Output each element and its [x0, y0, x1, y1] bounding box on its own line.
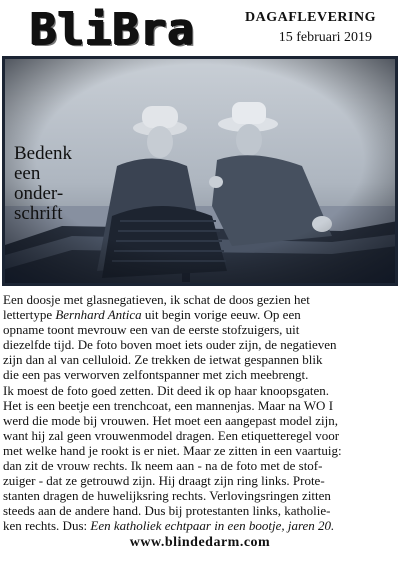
article-line [3, 428, 397, 443]
edition-title: DAGAFLEVERING [245, 10, 376, 25]
article-line [3, 337, 397, 352]
article-line [3, 292, 397, 307]
caption-line: onder- [14, 183, 64, 204]
article-text: met welke hand je rookt is er niet. Maar ze zitten in een vaartuig: [3, 442, 342, 458]
article-line [3, 473, 397, 488]
article-line [3, 383, 397, 398]
edition-date: 15 februari 2019 [278, 30, 372, 45]
article-line [3, 352, 397, 367]
article-line [3, 322, 397, 337]
article-italic-text: Bernhard Antica [55, 307, 142, 323]
article-line [3, 367, 397, 382]
article-text: Een doosje met glasnegatieven, ik schat de doos gezien het [3, 292, 310, 307]
article-text: Ik moest de foto goed zetten. Dit deed ik op haar knoopsgaten. [3, 382, 329, 398]
caption-line: schrift [14, 203, 63, 224]
article-line [3, 458, 397, 473]
caption-line: een [14, 163, 41, 184]
caption-line: Bedenk [14, 143, 73, 164]
article-text: zuiger - dat ze getrouwd zijn. Hij draagt zijn ring links. Prote- [3, 473, 325, 489]
article-body [3, 292, 397, 534]
article-text: uit begin vorige eeuw. Op een [141, 307, 301, 323]
article-line [3, 503, 397, 518]
masthead [0, 0, 400, 58]
article-italic-text: Een katholiek echtpaar in een bootje, jaren 20. [90, 518, 335, 534]
footer-url[interactable]: www.blindedarm.com [129, 535, 271, 550]
article-text: Het is een beetje een trenchcoat, een mannenjas. Maar na WO I [3, 397, 334, 413]
article-text: zijn dan al van celluloid. Ze trekken de ietwat gespannen blik [3, 352, 323, 368]
masthead-logo: BliBra [30, 4, 195, 55]
article-line [3, 488, 397, 503]
article-line [3, 413, 397, 428]
article-line [3, 398, 397, 413]
article-text: steeds aan de andere hand. Dus bij protestanten links, katholie- [3, 503, 331, 519]
article-text: dan zit de vrouw rechts. Ik neem aan - na de foto met de stof- [3, 458, 323, 474]
article-text: werd die mode bij vrouwen. Het moet een aangepast model zijn, [3, 412, 339, 428]
article-text: ken rechts. Dus: [3, 518, 91, 534]
article-line [3, 307, 397, 322]
article-line [3, 518, 397, 533]
photo [2, 56, 398, 286]
article-text: stanten dragen de huwelijksring rechts. Verlovingsringen zitten [3, 488, 331, 504]
article-text: die een pas verworven zelfontspanner met zich meebrengt. [3, 367, 309, 383]
photo-caption [14, 144, 104, 224]
article-text: opname toont mevrouw een van de eerste stofzuigers, uit [3, 322, 300, 338]
article-text: diezelfde tijd. De foto boven moet iets ouder zijn, de negatieven [3, 337, 337, 353]
article-line [3, 443, 397, 458]
article-text: lettertype [3, 307, 56, 323]
article-text: want hij zal geen vrouwenmodel dragen. Een etiquetteregel voor [3, 427, 340, 443]
